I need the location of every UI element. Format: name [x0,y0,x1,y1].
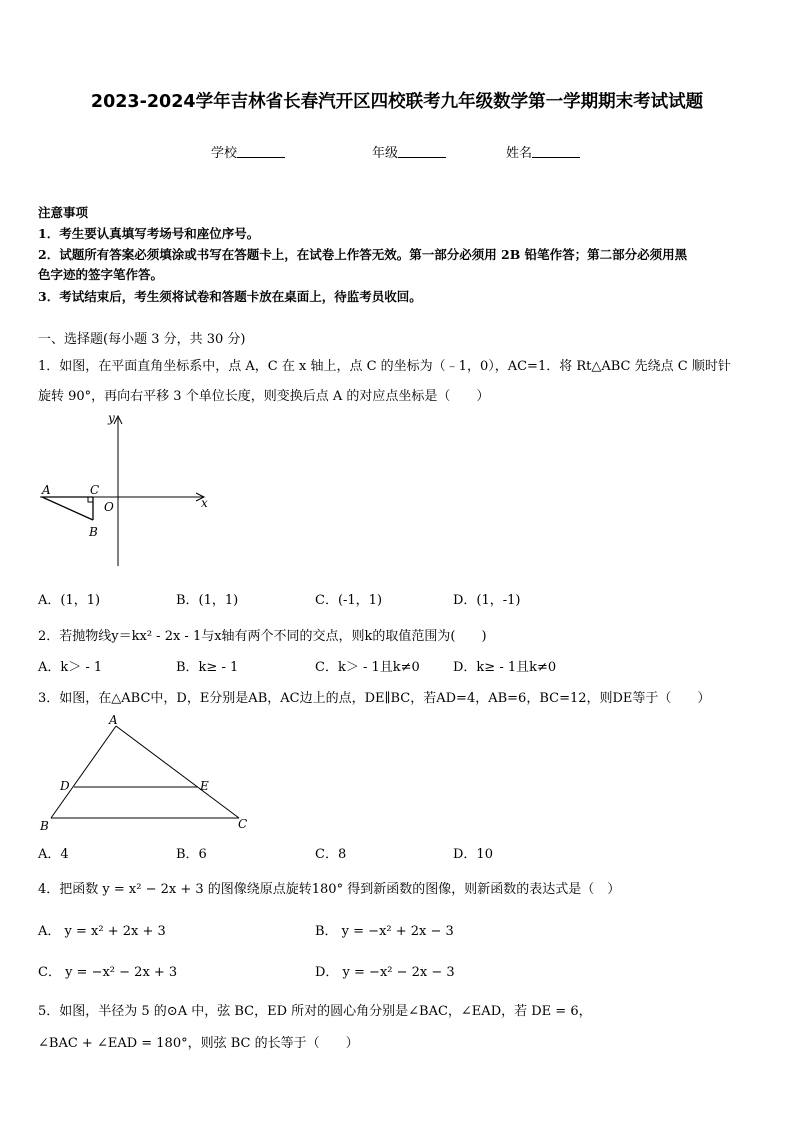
notes-item-2b: 色字迹的签字笔作答。 [38,267,164,282]
q1-text-line1: 1．如图，在平面直角坐标系中，点 A，C 在 x 轴上，点 C 的坐标为（﹣1，0），AC=1．将 Rt△ABC 先绕点 C 顺时针 [38,359,731,374]
q1-segment-ab [42,497,93,520]
q3-option-c[interactable]: C．8 [315,847,347,862]
q2-text: 2．若抛物线y＝kx² - 2x - 1与x轴有两个不同的交点，则k的取值范围为( ) [38,629,487,644]
notes-item-3: 3．考试结束后，考生须将试卷和答题卡放在桌面上，待监考员收回。 [38,289,422,304]
q2-option-a[interactable]: A．k＞ - 1 [38,660,103,675]
q5-text-line2: ∠BAC + ∠EAD = 180°，则弦 BC 的长等于（ ） [38,1036,359,1051]
name-label: 姓名 [506,146,533,161]
q4-option-a[interactable]: A． y = x² + 2x + 3 [38,924,166,939]
q2-option-b[interactable]: B．k≥ - 1 [176,660,239,675]
q1-label-b: B [89,525,98,539]
q3-label-e: E [200,779,209,793]
grade-blank[interactable] [398,145,446,158]
q1-right-angle-mark [88,497,93,502]
q1-label-x: x [201,496,208,510]
school-blank[interactable] [237,145,285,158]
q1-label-a: A [42,483,51,497]
q3-option-b[interactable]: B．6 [176,847,207,862]
notes-heading: 注意事项 [38,205,89,220]
q3-label-a: A [109,713,118,727]
q1-label-c: C [90,483,100,497]
notes-item-2a: 2．试题所有答案必须填涂或书写在答题卡上，在试卷上作答无效。第一部分必须用 2B 铅笔作答；第二部分必须用黑 [38,247,688,262]
q4-option-b[interactable]: B． y = −x² + 2x − 3 [315,924,454,939]
exam-title: 2023-2024学年吉林省长春汽开区四校联考九年级数学第一学期期末考试试题 [90,92,704,112]
q3-option-a[interactable]: A．4 [38,847,69,862]
q5-text-line1: 5．如图，半径为 5 的⊙A 中，弦 BC，ED 所对的圆心角分别是∠BAC，∠EAD，若 DE = 6， [38,1004,592,1019]
q3-side-ab [51,726,116,818]
section-heading: 一、选择题(每小题 3 分，共 30 分) [38,332,246,347]
grade-label: 年级 [372,146,399,161]
name-blank[interactable] [532,145,580,158]
q3-label-d: D [60,779,70,793]
q1-option-c[interactable]: C．(-1，1) [315,593,383,608]
q1-label-y: y [108,411,115,425]
q1-option-d[interactable]: D．(1，-1) [453,593,521,608]
school-field [211,142,285,161]
q4-text: 4．把函数 y = x² − 2x + 3 的图像绕原点旋转180° 得到新函数的图像，则新函数的表达式是（ ） [38,882,621,897]
q3-option-d[interactable]: D．10 [453,847,493,862]
q1-label-o: O [104,500,114,514]
q1-text-line2: 旋转 90°，再向右平移 3 个单位长度，则变换后点 A 的对应点坐标是（ ） [38,389,490,404]
q4-option-c[interactable]: C． y = −x² − 2x + 3 [38,965,178,980]
notes-item-1: 1．考生要认真填写考场号和座位序号。 [38,226,260,241]
q3-label-c: C [238,817,248,831]
name-field [506,142,580,161]
q1-option-b[interactable]: B．(1，1) [176,593,239,608]
q3-triangle-figure [36,712,256,834]
grade-field [372,142,446,161]
q3-label-b: B [40,819,49,833]
q1-coordinate-figure [36,410,216,570]
q1-option-a[interactable]: A．(1，1) [38,593,101,608]
q2-option-c[interactable]: C．k＞ - 1且k≠0 [315,660,420,675]
school-label: 学校 [211,146,238,161]
q3-text: 3．如图，在△ABC中，D，E分别是AB，AC边上的点，DE∥BC，若AD=4，AB=6，BC=12，则DE等于（ ） [38,691,711,706]
q4-option-d[interactable]: D． y = −x² − 2x − 3 [315,965,455,980]
q3-side-ac [116,726,239,818]
q2-option-d[interactable]: D．k≥ - 1且k≠0 [453,660,557,675]
